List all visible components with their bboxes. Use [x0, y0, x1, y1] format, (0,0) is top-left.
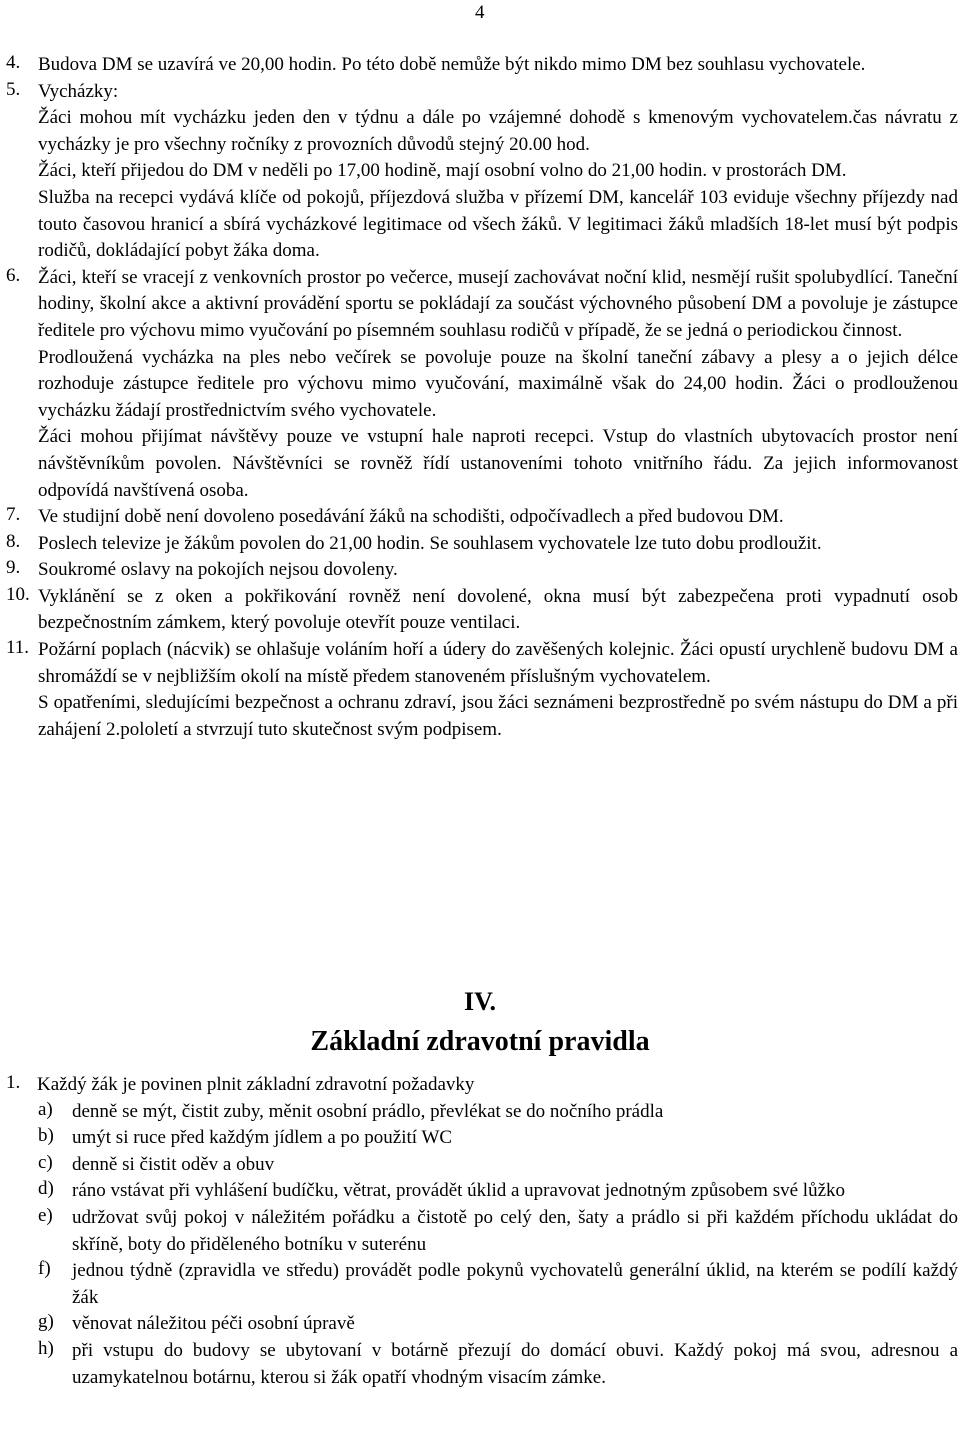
rule-item: [0, 584, 958, 637]
subitem-label: a): [38, 1098, 53, 1120]
health-intro: Každý žák je povinen plnit základní zdravotní požadavky: [37, 1074, 475, 1095]
rule-text: Poslech televize je žákům povolen do 21,00 hodin. Se souhlasem vychovatele lze tuto dobu prodloužit.: [38, 532, 822, 554]
rule-item: [0, 52, 958, 79]
rule-number: 10.: [6, 583, 30, 605]
subitem-label: g): [38, 1311, 54, 1333]
page-number: 4: [475, 2, 485, 23]
rule-text: Soukromé oslavy na pokojích nejsou dovoleny.: [38, 559, 398, 581]
subitem-text: umýt si ruce před každým jídlem a po použití WC: [72, 1127, 453, 1149]
subitem-text: denně si čistit oděv a obuv: [72, 1153, 275, 1175]
subitem-text: při vstupu do budovy se ubytovaní v botárně přezují do domácí obuvi. Každý pokoj má svou, adresnou a uzamykatelnou botárnu, kterou si žák opatří vhodným visacím zámke.: [72, 1339, 958, 1388]
rule-number: 9.: [6, 557, 21, 579]
health-subitem: [38, 1205, 958, 1258]
rule-item: [0, 265, 958, 504]
rule-text: Vyklánění se z oken a pokřikování rovněž není dovolené, okna musí být zabezpečena proti vypadnutí osob bezpečnostním zámkem, který povoluje otevřít pouze ventilaci.: [38, 585, 958, 634]
rule-item: [0, 637, 958, 743]
subitem-text: udržovat svůj pokoj v náležitém pořádku a čistotě po celý den, šaty a prádlo si při každém příchodu ukládat do skříně, boty do přiděleného botníku v suterénu: [72, 1206, 958, 1255]
rule-number: 4.: [6, 52, 21, 73]
rule-number: 6.: [6, 264, 21, 286]
rule-text: Prodloužená vycházka na ples nebo večírek se povoluje pouze na školní taneční zábavy a plesy a o jejich délce rozhoduje zástupce ředitele pro výchovu mimo vyučování, maximálně však do 24,00 hodin. Žáci o prodlouženou vycházku žádají prostřednictvím svého vychovatele.: [38, 346, 958, 421]
subitem-text: jednou týdně (zpravidla ve středu) provádět podle pokynů vychovatelů generální úklid, na kterém se podílí každý žák: [72, 1260, 958, 1308]
subitem-label: b): [38, 1125, 54, 1147]
rule-item: [0, 504, 958, 531]
rule-text: Žáci mohou mít vycházku jeden den v týdnu a dále po vzájemné dohodě s kmenovým vychovatelem.čas návratu z vycházky je pro všechny ročníky z provozních důvodů stejný 20.00 hod.: [38, 107, 958, 155]
rule-text: S opatřeními, sledujícími bezpečnost a ochranu zdraví, jsou žáci seznámeni bezprostředně po svém nástupu do DM a při zahájení 2.pololetí a stvrzují tuto skutečnost svým podpisem.: [38, 692, 958, 740]
section-number: IV.: [463, 987, 497, 1016]
health-rules: [0, 1072, 958, 1391]
subitem-label: h): [38, 1337, 54, 1359]
health-subitem: [38, 1125, 958, 1152]
health-subitem: [38, 1099, 958, 1126]
rule-item: [0, 531, 958, 558]
rule-number: 7.: [6, 504, 21, 526]
rule-text: Budova DM se uzavírá ve 20,00 hodin. Po této době nemůže být nikdo mimo DM bez souhlasu vychovatele.: [38, 54, 866, 75]
rule-number: 8.: [6, 530, 21, 552]
rule-item: [0, 79, 958, 265]
health-item: [0, 1072, 958, 1099]
rule-text: Služba na recepci vydává klíče od pokojů, příjezdová služba v přízemí DM, kancelář 103 eviduje všechny příjezdy nad touto časovou hranicí a sbírá vycházkové legitimace od všech žáků. V legitimaci žáků mladších 18-let musí být podpis rodičů, dokládající pobyt žáka doma.: [38, 186, 958, 262]
health-subitem: [38, 1258, 958, 1311]
subitem-text: denně se mýt, čistit zuby, měnit osobní prádlo, převlékat se do nočního prádla: [72, 1100, 664, 1122]
subitem-label: d): [38, 1178, 54, 1200]
rule-text: Vycházky:: [38, 80, 119, 102]
rule-number: 5.: [6, 78, 21, 100]
health-subitem: [38, 1178, 958, 1205]
rules-list: [0, 52, 958, 743]
subitem-text: věnovat náležitou péči osobní úpravě: [72, 1313, 355, 1335]
rule-text: Ve studijní době není dovoleno posedávání žáků na schodišti, odpočívadlech a před budovou DM.: [38, 506, 784, 528]
subitem-label: c): [38, 1151, 53, 1173]
health-subitem: [38, 1338, 958, 1391]
rule-text: Žáci, kteří se vracejí z venkovních prostor po večerce, musejí zachovávat noční klid, nesmějí rušit spolubydlící. Taneční hodiny, školní akce a aktivní provádění sportu se pokládají za součást výchovného působení DM a povoluje je zástupce ředitele pro výchovu mimo vyučování po písemném souhlasu rodičů v případě, že se jedná o periodickou činnost.: [38, 266, 958, 341]
rule-number: 11.: [6, 637, 30, 659]
section-title: Základní zdravotní pravidla: [310, 1026, 650, 1057]
subitem-text: ráno vstávat při vyhlášení budíčku, větrat, provádět úklid a upravovat jednotným způsobem své lůžko: [72, 1180, 845, 1202]
health-subitem: [38, 1152, 958, 1179]
health-subitems: [0, 1099, 958, 1392]
subitem-label: f): [38, 1258, 51, 1280]
health-number: 1.: [6, 1072, 21, 1093]
subitem-label: e): [38, 1204, 53, 1226]
rule-item: [0, 557, 958, 584]
rule-text: Požární poplach (nácvik) se ohlašuje voláním hoří a údery do zavěšených kolejnic. Žáci opustí urychleně budovu DM a shromáždí se v nejbližším okolí na místě předem stanoveném příslušným vychovatelem.: [38, 639, 958, 687]
health-subitem: [38, 1311, 958, 1338]
rule-text: Žáci mohou přijímat návštěvy pouze ve vstupní hale naproti recepci. Vstup do vlastních ubytovacích prostor není návštěvníkům povolen. Návštěvníci se rovněž řídí ustanoveními tohoto vnitřního řádu. Za jejich informovanost odpovídá navštívená osoba.: [38, 426, 958, 501]
rule-text: Žáci, kteří přijedou do DM v neděli po 17,00 hodině, mají osobní volno do 21,00 hodin. v prostorách DM.: [38, 160, 847, 182]
